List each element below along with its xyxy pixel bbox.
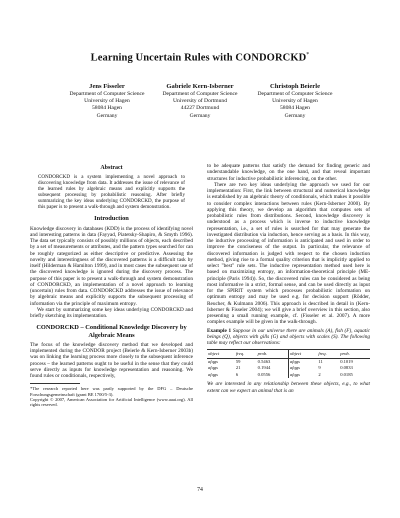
author-3: Christoph Beierle Department of Computer Science University of Hagen 58084 Hagen Germany [257, 83, 333, 119]
intro-heading: Introduction [94, 215, 129, 223]
table-row: afqgs 21 0.1944 afqgs 9 0.0833 [208, 365, 353, 371]
copyright-notice: Copyright © 2007, American Association for Artificial Intelligence (www.aaai.org). All rights reserved. [30, 396, 193, 408]
example-1: Example 1 Suppose in our universe there are animals (A), fish (F), aquatic beings (Q), objects with gills (G) and objects with scales (S). The following table may reflect our observations: [207, 327, 370, 346]
abstract-heading: Abstract [100, 165, 123, 171]
footnote: *The research reported here was partly supported by the DFG – Deutsche Forschungsgemeinschaft (grant BE 1700/5-3). [30, 386, 193, 397]
right-column [207, 163, 370, 394]
right-paragraph-1: to be adequate patterns that satisfy the demand for finding generic and understandable knowledge, on the one hand, and that reveal important structures for inductive probabilistic inferencing, on the other. [207, 163, 370, 182]
intro-paragraph-1: Knowledge discovery in databases (KDD) is the process of identifying novel and interesting patterns in data (Fayyad, Piatetsky-Shapiro, & Smyth 1996). The data set typically consists of possibly millions of objects, each described by a set of measurements or attributes, and the pattern types searched for can be roughly categorized as either descriptive or predictive. Assessing the novelty and interestingness of the discovered patterns is a difficult task by itself (Hilderman & Hamilton 1999), and in most cases the subsequent use of the discovered knowledge is ignored during the discovery process. The purpose of this paper is to present a walk-through and system demonstration of CONDORCKD, an implementation of a novel approach to learning (uncertain) rules from data. CONDORCKD addresses the issue of relevance by algebraic means and explicitly supports the subsequent processing of information via the principle of maximum entropy. [30, 225, 193, 307]
page-number: 74 [197, 487, 203, 493]
author-1: Jens Fisseler Department of Computer Science University of Hagen 58084 Hagen Germany [69, 83, 145, 119]
section-paragraph-1: The focus of the knowledge discovery method that we developed and implemented during the CONDOR project (Beierle & Kern-Isberner 2003b) was on linking the learning process more closely to the subsequent inference process – the learned patterns ought to be useful in the sense that they could serve directly as inputs for knowledge representation and reasoning. We found rules or conditionals, respectively, [30, 341, 193, 380]
right-paragraph-2: There are two key ideas underlying the approach we used for our implementation: First, the link between structural and numerical knowledge is established by an algebraic theory of conditionals, which makes it possible to consider complex interactions between rules (Kern-Isberner 2000). By applying this theory, we develop an algorithm that computes sets of probabilistic rules from distributions. Second, knowledge discovery is understood as a process which is inverse to inductive knowledge representation, i.e., a set of rules is searched for that may generate the investigated distribution via induction, hence serving as a basis. In this way, the inductive processing of information is anticipated and used in order to improve the conciseness of the output. In particular, the relevance of discovered information is judged with respect to the chosen induction method, giving rise to a formal quality criterion that is implicitly applied to select "best" rule sets. The inductive representation method used here is based on maximizing entropy, an information-theoretical principle (ME-principle (Paris 1994)). So, the discovered rules can be considered as being most informative in a strict, formal sense, and can be used directly as input for the SPIRIT system which processes probabilistic information on optimum entropy and may be used e.g. for decision support (Rödder, Reucher, & Kulmann 2006). This approach is described in detail in (Kern-Isberner & Fisseler 2004); we will give a brief overview in this section, also presenting a small running example, cf. (Fisseler et al. 2007). A more complex example will be given in the walk-through. [207, 181, 370, 326]
section-heading: CONDORCKD – Conditional Knowledge Discovery by Algebraic Means [36, 324, 187, 339]
footnote-rule [30, 383, 80, 384]
intro-paragraph-2: We start by summarizing some key ideas underlying CONDORCKD and briefly sketching its implementation. [30, 306, 193, 320]
table-row: afqgs 6 0.0556 afqgs 2 0.0185 [208, 371, 353, 377]
table-header-row: object freq. prob. object freq. prob. [207, 350, 370, 358]
left-column [30, 165, 193, 408]
table-row: afqgs 59 0.5463 afqgs 11 0.1019 [208, 358, 353, 364]
paper-title: Learning Uncertain Rules with CONDORCKD* [90, 52, 310, 64]
observation-table [207, 349, 370, 378]
author-2: Gabriele Kern-Isberner Department of Computer Science University of Dortmund 44227 Dortmund Germany [162, 83, 238, 119]
abstract-text: CONDORCKD is a system implementing a novel approach to discovering knowledge from data. It addresses the issue of relevance of the learned rules by algebraic means and explicitly supports the subsequent processing by probabilistic reasoning. After briefly summarizing the key ideas underlying CONDORCKD, the purpose of this paper is to present a walk-through and system demonstration. [38, 174, 185, 211]
right-paragraph-after-table: We are interested in any relationship between these objects, e.g., to what extent can we expect an animal that is an [207, 381, 370, 394]
